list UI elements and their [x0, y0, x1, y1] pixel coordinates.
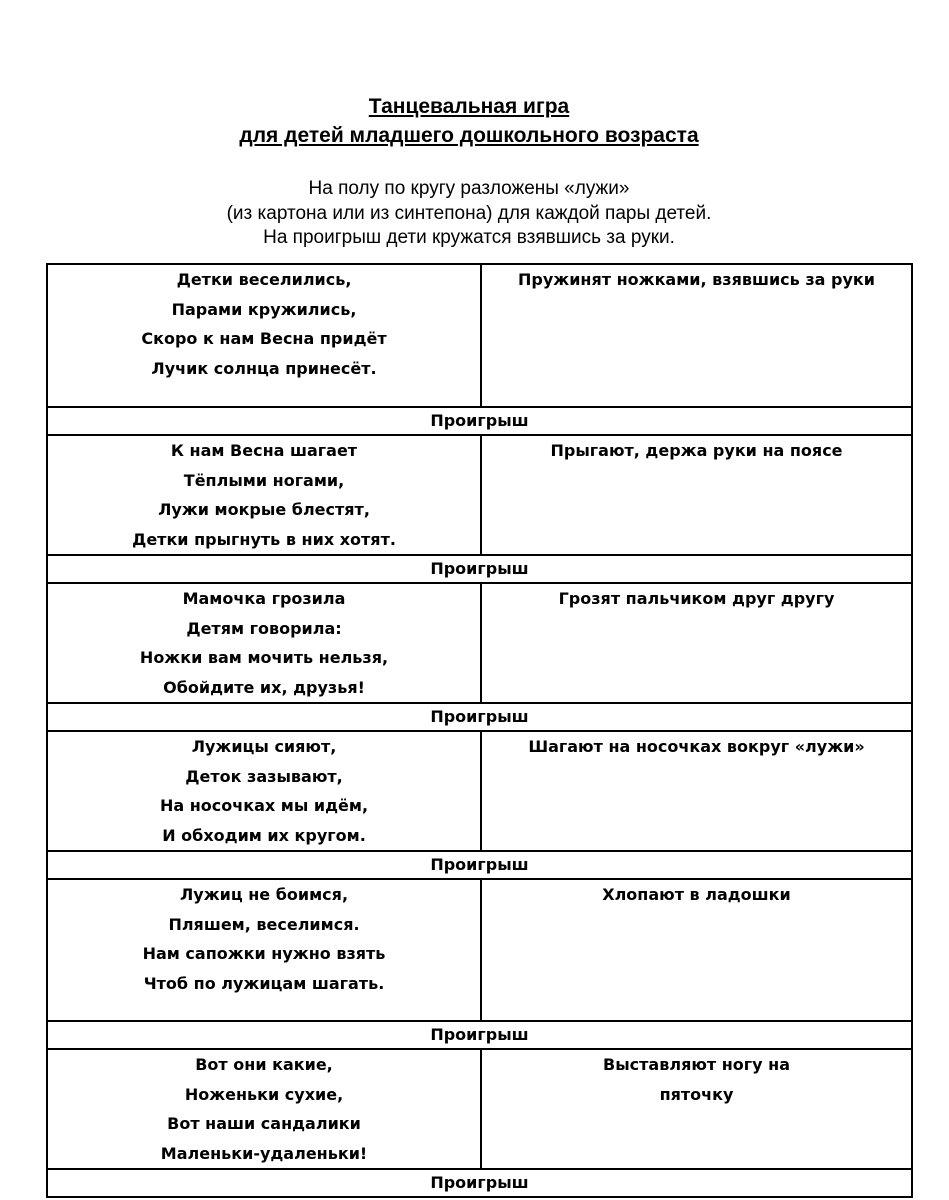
- verse-line: Мамочка грозила: [182, 589, 346, 608]
- refrain-row: [47, 703, 912, 731]
- verse-text: [47, 879, 481, 1021]
- verse-line: Чтоб по лужицам шагать.: [143, 973, 385, 993]
- intro-text: [0, 177, 938, 251]
- verse-line: Лужи мокрые блестят,: [158, 500, 370, 519]
- verse-line: Лучик солнца принесёт.: [151, 358, 377, 378]
- verse-line: Скоро к нам Весна придёт: [141, 329, 387, 348]
- action-text: Шагают на носочках вокруг «лужи»: [481, 731, 912, 851]
- refrain-label: Проигрыш: [47, 1169, 912, 1197]
- verse-text: [47, 1049, 481, 1169]
- verse-line: Обойдите их, друзья!: [163, 677, 365, 697]
- intro-line-1: На полу по кругу разложены «лужи»: [308, 178, 630, 199]
- action-text: Грозят пальчиком друг другу: [481, 583, 912, 703]
- verse-line: Нам сапожки нужно взять: [142, 944, 386, 963]
- verse-row: [47, 435, 912, 555]
- verse-line: Лужицы сияют,: [191, 737, 337, 756]
- refrain-row: [47, 1021, 912, 1049]
- verse-text: [47, 435, 481, 555]
- verse-line: Тёплыми ногами,: [183, 470, 345, 490]
- verse-line: Пляшем, веселимся.: [168, 914, 360, 934]
- verse-line: Ножки вам мочить нельзя,: [139, 648, 389, 667]
- refrain-row: [47, 407, 912, 435]
- refrain-label: Проигрыш: [47, 1021, 912, 1049]
- verse-row: [47, 731, 912, 851]
- verse-line: Вот наши сандалики: [167, 1114, 361, 1133]
- verse-text: [47, 583, 481, 703]
- verse-row: [47, 1049, 912, 1169]
- verse-line: На носочках мы идём,: [159, 796, 369, 815]
- title-line-1: Танцевальная игра: [368, 95, 570, 118]
- refrain-row: [47, 1169, 912, 1197]
- verse-line: К нам Весна шагает: [170, 441, 358, 460]
- intro-line-3: На проигрыш дети кружатся взявшись за руки.: [263, 227, 675, 248]
- verse-line: И обходим их кругом.: [162, 825, 366, 845]
- refrain-label: Проигрыш: [47, 407, 912, 435]
- verse-row: [47, 264, 912, 407]
- verse-line: Деток зазывают,: [185, 766, 343, 786]
- verse-text: [47, 731, 481, 851]
- verse-row: [47, 879, 912, 1021]
- verse-line: Лужиц не боимся,: [179, 885, 349, 904]
- song-table: [46, 263, 913, 1198]
- verse-line: Парами кружились,: [171, 299, 357, 319]
- refrain-label: Проигрыш: [47, 555, 912, 583]
- verse-row: [47, 583, 912, 703]
- refrain-label: Проигрыш: [47, 851, 912, 879]
- action-text: Хлопают в ладошки: [481, 879, 912, 1021]
- action-text: Прыгают, держа руки на поясе: [481, 435, 912, 555]
- verse-line: Ноженьки сухие,: [184, 1084, 344, 1104]
- verse-line: Маленьки-удаленьки!: [160, 1143, 368, 1163]
- intro-line-2: (из картона или из синтепона) для каждой пары детей.: [226, 202, 712, 224]
- verse-line: Детки прыгнуть в них хотят.: [132, 529, 396, 549]
- refrain-row: [47, 555, 912, 583]
- action-text: Пружинят ножками, взявшись за руки: [481, 264, 912, 407]
- verse-line: Детям говорила:: [186, 618, 342, 638]
- refrain-row: [47, 851, 912, 879]
- refrain-label: Проигрыш: [47, 703, 912, 731]
- verse-text: [47, 264, 481, 407]
- action-text: Выставляют ногу на пяточку: [481, 1049, 912, 1169]
- title-line-2: для детей младшего дошкольного возраста: [239, 124, 699, 147]
- verse-line: Вот они какие,: [195, 1055, 333, 1074]
- document-title: [0, 92, 938, 150]
- verse-line: Детки веселились,: [176, 270, 352, 289]
